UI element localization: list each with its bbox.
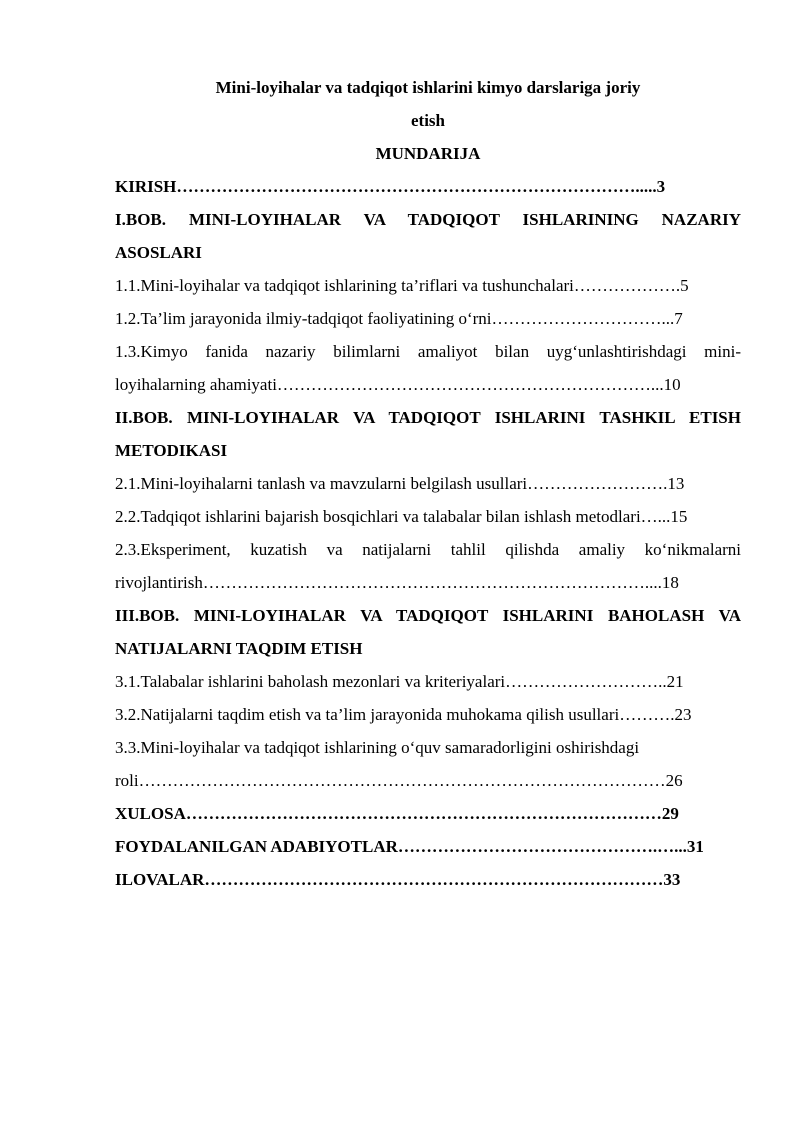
toc-entry-3-3-line-1: 3.3.Mini-loyihalar va tadqiqot ishlarining o‘quv samaradorligini oshirishdagi — [115, 738, 640, 757]
toc-entry-3-1: 3.1.Talabalar ishlarini baholash mezonlari va kriteriyalari………………………..21 — [115, 672, 684, 691]
toc-entry-xulosa: XULOSA…………………………………………………………………………29 — [115, 804, 679, 823]
toc-entry-1-2: 1.2.Ta’lim jarayonida ilmiy-tadqiqot faoliyatining o‘rni…………………………...7 — [115, 309, 683, 328]
toc-entry-3-2: 3.2.Natijalarni taqdim etish va ta’lim jarayonida muhokama qilish usullari……….23 — [115, 705, 692, 724]
document-title-line-2: etish — [411, 111, 445, 130]
contents-heading: MUNDARIJA — [375, 144, 481, 163]
toc-chapter-3-line-1: III.BOB. MINI-LOYIHALAR VA TADQIQOT ISHLARINI BAHOLASH VA — [115, 606, 741, 625]
toc-entry-3-3-line-2: roli…………………………………………………………………………………26 — [115, 771, 683, 790]
toc-entry-2-1: 2.1.Mini-loyihalarni tanlash va mavzularni belgilash usullari…………………….13 — [115, 474, 685, 493]
toc-chapter-3-line-2: NATIJALARNI TAQDIM ETISH — [115, 639, 363, 658]
toc-entry-2-3-line-1: 2.3.Eksperiment, kuzatish va natijalarni tahlil qilishda amaliy ko‘nikmalarni — [115, 540, 741, 559]
toc-chapter-2-line-2: METODIKASI — [115, 441, 228, 460]
toc-entry-ilovalar: ILOVALAR………………………………………………………………………33 — [115, 870, 681, 889]
toc-entry-1-1: 1.1.Mini-loyihalar va tadqiqot ishlarining ta’riflari va tushunchalari……………….5 — [115, 276, 689, 295]
toc-entry-2-2: 2.2.Tadqiqot ishlarini bajarish bosqichlari va talabalar bilan ishlash metodlari…...15 — [115, 507, 688, 526]
toc-entry-1-3-line-2: loyihalarning ahamiyati…………………………………………………………...10 — [115, 375, 681, 394]
toc-chapter-2-line-1: II.BOB. MINI-LOYIHALAR VA TADQIQOT ISHLARINI TASHKIL ETISH — [115, 408, 741, 427]
toc-entry-kirish: KIRISH……………………………………………………………………….....3 — [115, 177, 666, 196]
toc-chapter-1-line-1: I.BOB. MINI-LOYIHALAR VA TADQIQOT ISHLARINING NAZARIY — [115, 210, 741, 229]
toc-chapter-1-line-2: ASOSLARI — [115, 243, 202, 262]
document-title-line-1: Mini-loyihalar va tadqiqot ishlarini kimyo darslariga joriy — [215, 78, 641, 97]
toc-entry-1-3-line-1: 1.3.Kimyo fanida nazariy bilimlarni amaliyot bilan uyg‘unlashtirishdagi mini- — [115, 342, 741, 361]
toc-entry-2-3-line-2: rivojlantirish……………………………………………………………………....18 — [115, 573, 679, 592]
toc-entry-foydalanilgan-adabiyotlar: FOYDALANILGAN ADABIYOTLAR……………………………………….…...31 — [115, 837, 704, 856]
